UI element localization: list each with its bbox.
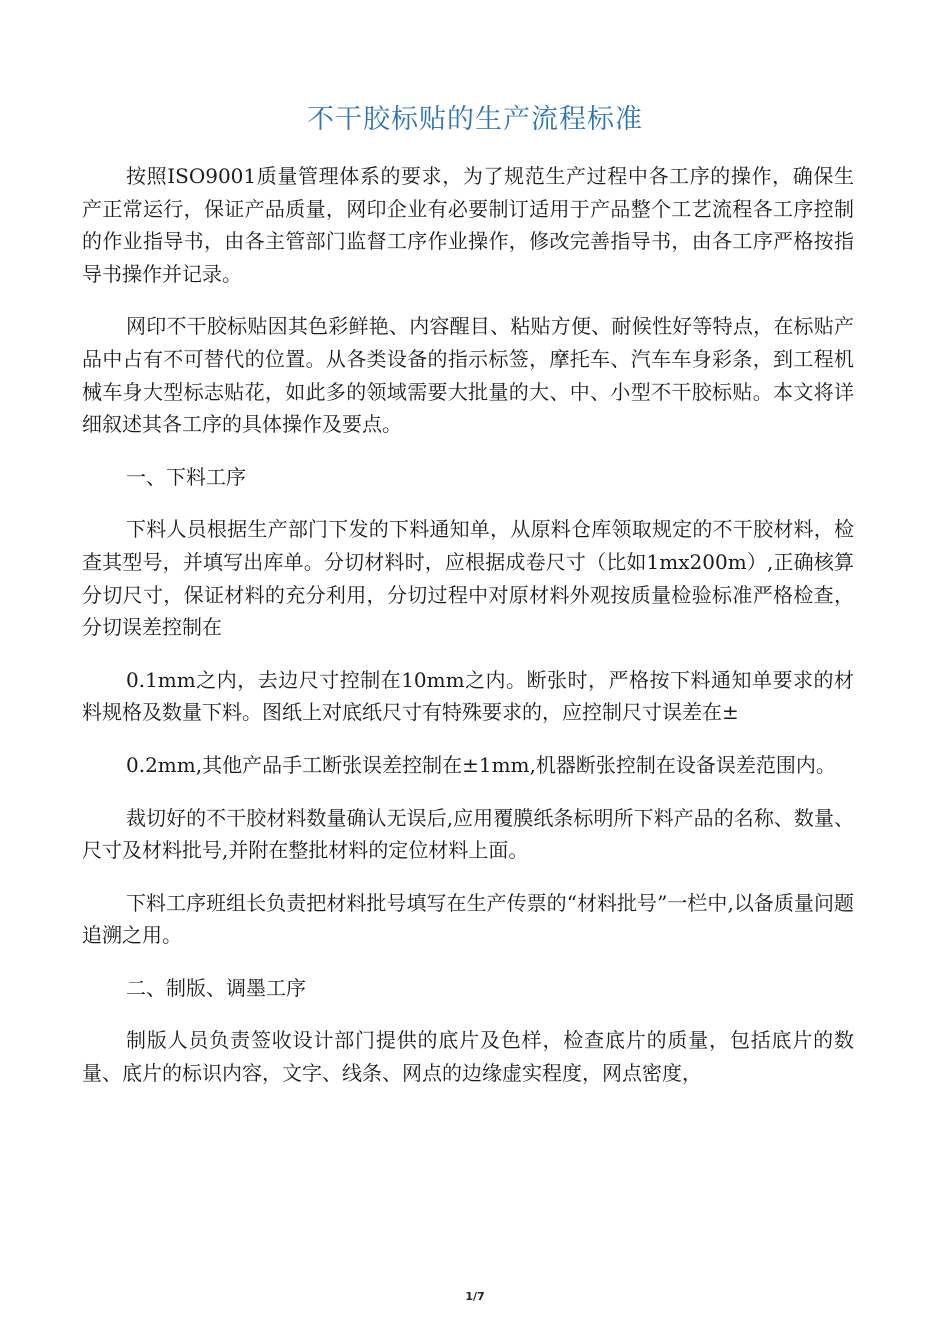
paragraph-cutting-2: 0.1mm之内，去边尺寸控制在10mm之内。断张时，严格按下料通知单要求的材料规格及数量下料。图纸上对底纸尺寸有特殊要求的，应控制尺寸误差在± <box>82 667 854 725</box>
document-title: 不干胶标贴的生产流程标准 <box>307 104 643 135</box>
section-heading-cutting: 一、下料工序 <box>126 464 246 489</box>
paragraph-cutting-3: 0.2mm,其他产品手工断张误差控制在±1mm,机器断张控制在设备误差范围内。 <box>126 752 836 777</box>
document-body <box>82 160 854 1110</box>
section-heading-platemaking: 二、制版、调墨工序 <box>126 975 306 1000</box>
paragraph-intro: 按照ISO9001质量管理体系的要求，为了规范生产过程中各工序的操作，确保生产正常运行，保证产品质量，网印企业有必要制订适用于产品整个工艺流程各工序控制的作业指导书，由各主管部门监督工序作业操作，修改完善指导书，由各工序严格按指导书操作并记录。 <box>82 164 854 286</box>
paragraph-cutting-1: 下料人员根据生产部门下发的下料通知单，从原料仓库领取规定的不干胶材料，检查其型号，并填写出库单。分切材料时，应根据成卷尺寸（比如1mx200m）,正确核算分切尺寸，保证材料的充分利用，分切过程中对原材料外观按质量检验标准严格检查，分切误差控制在 <box>82 517 854 640</box>
paragraph-background: 网印不干胶标贴因其色彩鲜艳、内容醒目、粘贴方便、耐候性好等特点，在标贴产品中占有不可替代的位置。从各类设备的指示标签，摩托车、汽车车身彩条，到工程机械车身大型标志贴花，如此多的领域需要大批量的大、中、小型不干胶标贴。本文将详细叙述其各工序的具体操作及要点。 <box>82 314 854 437</box>
paragraph-cutting-4: 裁切好的不干胶材料数量确认无误后,应用覆膜纸条标明所下料产品的名称、数量、尺寸及材料批号,并附在整批材料的定位材料上面。 <box>82 805 854 863</box>
page-number: 1/7 <box>465 1290 485 1303</box>
paragraph-platemaking-1: 制版人员负责签收设计部门提供的底片及色样，检查底片的质量，包括底片的数量、底片的标识内容，文字、线条、网点的边缘虚实程度，网点密度， <box>82 1028 854 1086</box>
paragraph-cutting-5: 下料工序班组长负责把材料批号填写在生产传票的“材料批号”一栏中,以备质量问题追溯之用。 <box>82 890 854 948</box>
